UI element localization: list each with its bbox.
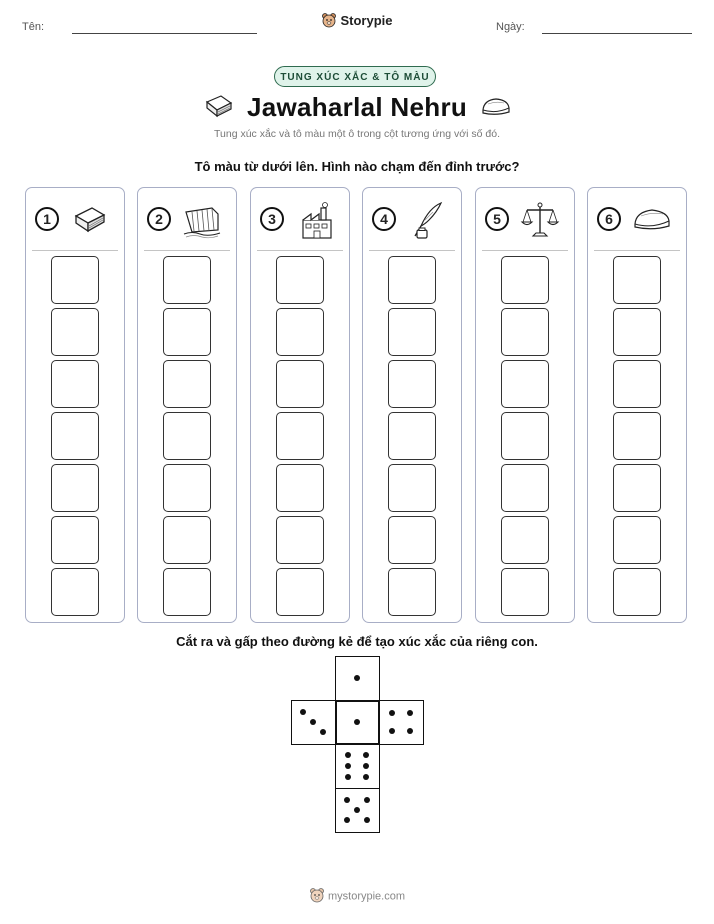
column-1 xyxy=(25,187,125,623)
activity-badge: TUNG XÚC XẮC & TÔ MÀU xyxy=(274,66,436,87)
column-number: 5 xyxy=(485,207,509,231)
column-divider xyxy=(369,250,455,251)
color-cell[interactable] xyxy=(501,412,549,460)
question: Tô màu từ dưới lên. Hình nào chạm đến đỉnh trước? xyxy=(194,159,520,174)
color-cell[interactable] xyxy=(388,308,436,356)
color-cell[interactable] xyxy=(388,516,436,564)
dice-pip xyxy=(345,763,351,769)
color-cell[interactable] xyxy=(276,256,324,304)
color-cell[interactable] xyxy=(613,568,661,616)
color-cell[interactable] xyxy=(613,464,661,512)
color-cell[interactable] xyxy=(276,360,324,408)
column-divider xyxy=(257,250,343,251)
subtitle: Tung xúc xắc và tô màu một ô trong cột tương ứng với số đó. xyxy=(214,128,500,140)
storypie-logo-icon xyxy=(321,12,337,31)
dice-pip xyxy=(407,710,413,716)
dice-pip xyxy=(407,728,413,734)
color-cell[interactable] xyxy=(613,516,661,564)
color-cell[interactable] xyxy=(163,516,211,564)
dice-pip xyxy=(363,774,369,780)
color-cell[interactable] xyxy=(501,308,549,356)
color-cell[interactable] xyxy=(51,256,99,304)
scales-icon xyxy=(520,200,560,240)
column-number: 6 xyxy=(597,207,621,231)
column-6 xyxy=(587,187,687,623)
dice-pip xyxy=(389,710,395,716)
dice-pip xyxy=(344,817,350,823)
color-cell[interactable] xyxy=(163,360,211,408)
dam-icon xyxy=(182,200,222,240)
color-cell[interactable] xyxy=(501,568,549,616)
color-cell[interactable] xyxy=(388,412,436,460)
footer-url[interactable]: mystorypie.com xyxy=(327,890,406,903)
column-divider xyxy=(482,250,568,251)
footer xyxy=(0,887,714,906)
color-cell[interactable] xyxy=(51,308,99,356)
color-cell[interactable] xyxy=(388,256,436,304)
dice-face-right xyxy=(379,700,424,745)
column-2 xyxy=(137,187,237,623)
instruction: Cắt ra và gấp theo đường kẻ để tạo xúc xắc của riêng con. xyxy=(176,634,538,649)
color-cell[interactable] xyxy=(501,256,549,304)
name-line[interactable] xyxy=(72,33,257,34)
book-icon xyxy=(70,200,110,240)
color-cell[interactable] xyxy=(276,568,324,616)
dice-face-below xyxy=(335,744,380,789)
dice-face-center xyxy=(335,700,380,745)
color-cell[interactable] xyxy=(51,360,99,408)
dice-pip xyxy=(354,807,360,813)
dice-pip xyxy=(354,719,360,725)
dice-pip xyxy=(344,797,350,803)
page-title: Jawaharlal Nehru xyxy=(246,92,468,122)
column-3 xyxy=(250,187,350,623)
color-cell[interactable] xyxy=(163,464,211,512)
color-cell[interactable] xyxy=(163,308,211,356)
dice-pip xyxy=(364,817,370,823)
storypie-logo-icon xyxy=(309,887,325,906)
dice-pip xyxy=(320,729,326,735)
dice-pip xyxy=(345,752,351,758)
dice-face-left xyxy=(291,700,336,745)
color-cell[interactable] xyxy=(163,256,211,304)
column-number: 1 xyxy=(35,207,59,231)
color-cell[interactable] xyxy=(613,256,661,304)
color-cell[interactable] xyxy=(501,464,549,512)
column-divider xyxy=(144,250,230,251)
gandhi-cap-icon xyxy=(480,96,512,123)
color-cell[interactable] xyxy=(388,568,436,616)
date-line[interactable] xyxy=(542,33,692,34)
quill-inkwell-icon xyxy=(407,200,447,240)
column-4 xyxy=(362,187,462,623)
color-cell[interactable] xyxy=(613,412,661,460)
color-cell[interactable] xyxy=(388,464,436,512)
dice-pip xyxy=(310,719,316,725)
column-number: 3 xyxy=(260,207,284,231)
color-cell[interactable] xyxy=(51,516,99,564)
color-cell[interactable] xyxy=(501,360,549,408)
dice-face-bottom xyxy=(335,788,380,833)
factory-icon xyxy=(295,200,335,240)
dice-pip xyxy=(300,709,306,715)
color-cell[interactable] xyxy=(613,360,661,408)
dice-pip xyxy=(345,774,351,780)
name-label: Tên: xyxy=(22,21,45,33)
gandhi-cap-icon xyxy=(632,200,672,240)
color-cell[interactable] xyxy=(51,464,99,512)
column-5 xyxy=(475,187,575,623)
dice-pip xyxy=(364,797,370,803)
date-label: Ngày: xyxy=(496,21,525,33)
color-cell[interactable] xyxy=(163,412,211,460)
color-cell[interactable] xyxy=(276,464,324,512)
dice-pip xyxy=(363,763,369,769)
page-header xyxy=(0,0,714,50)
color-cell[interactable] xyxy=(276,308,324,356)
brand xyxy=(0,12,714,31)
color-cell[interactable] xyxy=(163,568,211,616)
column-divider xyxy=(32,250,118,251)
dice-pip xyxy=(354,675,360,681)
brand-name: Storypie xyxy=(340,12,393,28)
color-cell[interactable] xyxy=(51,568,99,616)
column-number: 4 xyxy=(372,207,396,231)
dice-pip xyxy=(389,728,395,734)
column-number: 2 xyxy=(147,207,171,231)
color-cell[interactable] xyxy=(501,516,549,564)
color-cell[interactable] xyxy=(51,412,99,460)
column-divider xyxy=(594,250,680,251)
color-cell[interactable] xyxy=(276,412,324,460)
dice-pip xyxy=(363,752,369,758)
dice-face-top xyxy=(335,656,380,701)
color-cell[interactable] xyxy=(276,516,324,564)
color-cell[interactable] xyxy=(613,308,661,356)
color-cell[interactable] xyxy=(388,360,436,408)
